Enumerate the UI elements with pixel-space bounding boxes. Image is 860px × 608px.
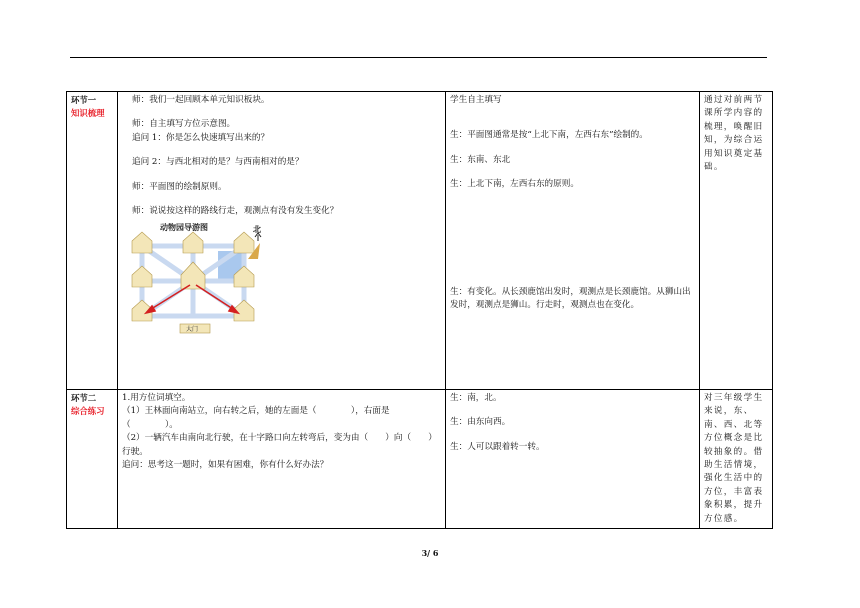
teacher-line: 追问 2：与西北相对的是？与西南相对的是？ (132, 157, 304, 168)
student-line: 生：有变化。从长颈鹿馆出发时，观测点是长颈鹿馆。从狮山出发时，观测点是狮山。行走时，观测点也在变化。 (450, 286, 691, 311)
stage-name: 知识梳理 (71, 108, 105, 119)
table-row (67, 390, 773, 529)
teacher-line: （2）一辆汽车由南向北行驶，在十字路口向左转弯后，变为由（ ）向（ ）行驶。 (122, 433, 437, 457)
teacher-line: 师：平面图的绘制原则。 (132, 181, 227, 192)
north-label: 北 (253, 225, 261, 235)
student-line: 生：由东向西。 (450, 417, 511, 428)
gate-label: 大门 (186, 326, 199, 334)
teacher-line: 师：自主填写方位示意图。 (132, 119, 236, 130)
stage-name: 综合练习 (71, 406, 105, 417)
stage-title: 环节二 (71, 393, 97, 403)
stage-title: 环节一 (71, 95, 97, 105)
zoo-guide-map (124, 221, 268, 335)
design-note-cell (700, 390, 773, 529)
design-note-cell (700, 92, 773, 390)
header-rule (70, 57, 767, 58)
north-arrow-icon (255, 233, 261, 241)
student-activity-cell (446, 390, 700, 529)
teacher-line: 师：说说按这样的路线行走，观测点有没有发生变化？ (132, 206, 339, 217)
teacher-activity-cell (118, 92, 446, 390)
lesson-plan-table (66, 91, 773, 529)
student-line: 生：南，北。 (450, 393, 502, 403)
student-line: 生：平面图通常是按“上北下南，左西右东”绘制的。 (450, 130, 648, 141)
stage-cell (67, 92, 118, 390)
teacher-line: 追问：思考这一题时，如果有困难，你有什么好办法？ (122, 460, 329, 471)
teacher-line: 1.用方位词填空。 (122, 393, 191, 403)
map-title: 动物园导游图 (160, 223, 208, 233)
student-activity-cell (446, 92, 700, 390)
student-line: 生：上北下南，左西右东的原则。 (450, 179, 579, 190)
student-line: 生：东南、东北 (450, 154, 511, 165)
design-note: 通过对前两节课所学内容的梳理，唤醒旧知，为综合运用知识奠定基础。 (704, 95, 764, 173)
design-note: 对三年级学生来说，东、南、西、北等方位概念是比较抽象的。借助生活情境，强化生活中的方位，丰富表象积累，提升方位感。 (704, 393, 764, 524)
teacher-line: 追问 1：你是怎么快速填写出来的？ (132, 132, 270, 143)
teacher-activity-cell (118, 390, 446, 529)
student-line: 学生自主填写 (450, 95, 502, 105)
stage-cell (67, 390, 118, 529)
teacher-line: （1）王林面向南站立，向右转之后，她的左面是（ ），右面是（ ）。 (122, 406, 390, 430)
student-line: 生：人可以跟着转一转。 (450, 441, 545, 452)
teacher-line: 师：我们一起回顾本单元知识板块。 (132, 95, 270, 105)
table-row (67, 92, 773, 390)
page-number: 3/ 6 (421, 548, 439, 558)
